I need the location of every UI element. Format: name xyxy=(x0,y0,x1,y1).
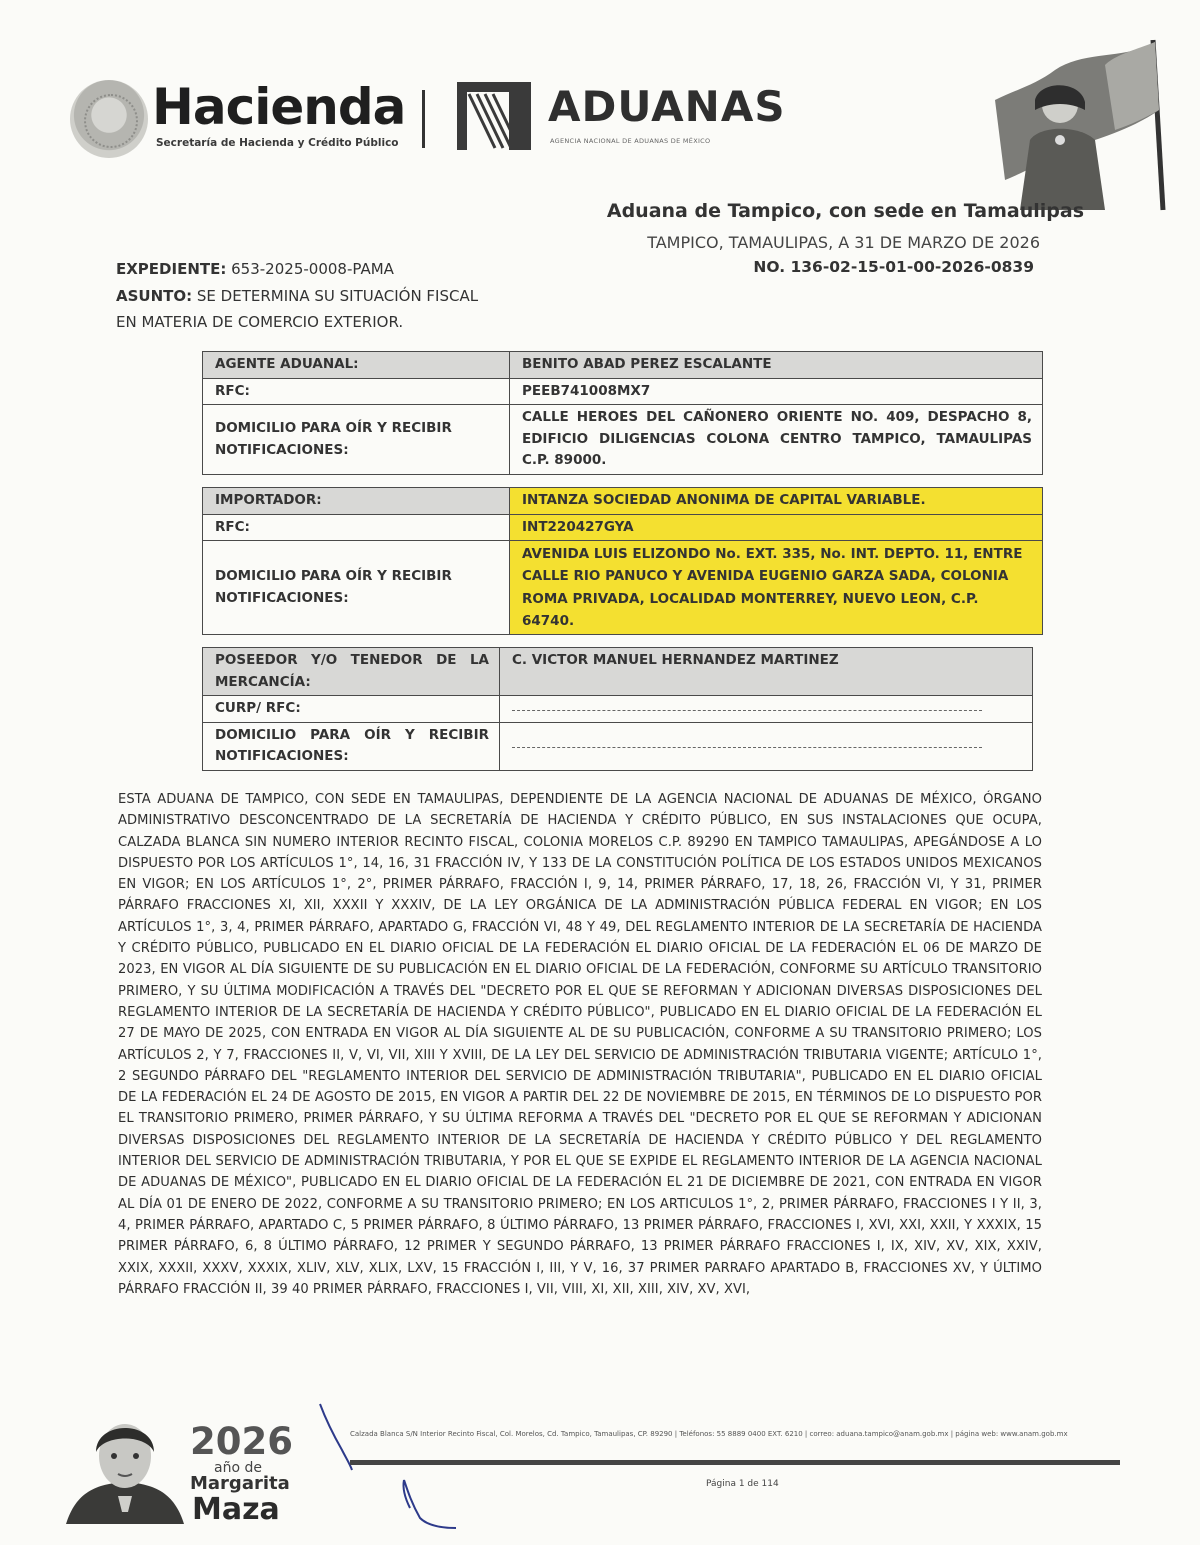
poseedor-curp-label: CURP/ RFC: xyxy=(203,696,500,723)
place-and-date: TAMPICO, TAMAULIPAS, A 31 DE MARZO DE 2026 xyxy=(647,233,1040,252)
table-row xyxy=(203,722,1033,770)
page-number: Página 1 de 114 xyxy=(706,1479,779,1489)
expediente-value: 653-2025-0008-PAMA xyxy=(226,260,394,278)
agente-aduanal-table xyxy=(202,351,1043,475)
importador-rfc-label: RFC: xyxy=(203,514,510,541)
mexico-seal-logo xyxy=(70,80,148,158)
poseedor-label: POSEEDOR Y/O TENEDOR DE LA MERCANCÍA: xyxy=(203,648,500,696)
importador-domicilio-label: DOMICILIO PARA OÍR Y RECIBIR NOTIFICACIONES: xyxy=(203,541,510,635)
importador-label: IMPORTADOR: xyxy=(203,488,510,515)
importador-value: INTANZA SOCIEDAD ANONIMA DE CAPITAL VARIABLE. xyxy=(510,488,1043,515)
agente-rfc-value: PEEB741008MX7 xyxy=(510,378,1043,405)
year-logo-subtitle: año de xyxy=(214,1460,262,1476)
aduanas-logo-icon xyxy=(455,80,533,152)
year-logo-surname: Maza xyxy=(192,1492,280,1527)
table-row xyxy=(203,648,1033,696)
aduanas-logo-text: ADUANAS xyxy=(548,82,786,131)
asunto-label: ASUNTO: xyxy=(116,287,193,305)
table-row xyxy=(203,378,1043,405)
asunto-line xyxy=(116,287,478,305)
agente-domicilio-label: DOMICILIO PARA OÍR Y RECIBIR NOTIFICACIONES: xyxy=(203,405,510,475)
hacienda-logo-text: Hacienda xyxy=(152,78,406,136)
blank-dashes xyxy=(512,706,982,711)
importador-domicilio-value: AVENIDA LUIS ELIZONDO No. EXT. 335, No. INT. DEPTO. 11, ENTRE CALLE RIO PANUCO Y AVENIDA EUGENIO GARZA SADA, COLONIA ROMA PRIVADA, LOCALIDAD MONTERREY, NUEVO LEON, C.P. 64740. xyxy=(510,541,1043,635)
body-paragraph: ESTA ADUANA DE TAMPICO, CON SEDE EN TAMAULIPAS, DEPENDIENTE DE LA AGENCIA NACIONAL DE ADUANAS DE MÉXICO, ÓRGANO ADMINISTRATIVO DESCONCENTRADO DE LA SECRETARÍA DE HACIENDA Y CRÉDITO PÚBLICO, EN SUS INSTALACIONES QUE OCUPA, CALZADA BLANCA SIN NUMERO INTERIOR RECINTO FISCAL, COLONIA MORELOS C.P. 89290 EN TAMPICO TAMAULIPAS, APEGÁNDOSE A LO DISPUESTO POR LOS ARTÍCULOS 1°, 14, 16, 31 FRACCIÓN IV, Y 133 DE LA CONSTITUCIÓN POLÍTICA DE LOS ESTADOS UNIDOS MEXICANOS EN VIGOR; EN LOS ARTÍCULOS 1°, 2°, PRIMER PÁRRAFO, FRACCIÓN I, 9, 14, PRIMER PÁRRAFO, 17, 18, 26, FRACCIÓN VI, Y 31, PRIMER PÁRRAFO FRACCIONES XI, XII, XXXII Y XXXIV, DE LA LEY ORGÁNICA DE LA ADMINISTRACIÓN PÚBLICA FEDERAL EN VIGOR; EN LOS ARTÍCULOS 1°, 3, 4, PRIMER PÁRRAFO, APARTADO G, FRACCIÓN VI, 48 Y 49, DEL REGLAMENTO INTERIOR DE LA SECRETARÍA DE HACIENDA Y CRÉDITO PÚBLICO, PUBLICADO EN EL DIARIO OFICIAL DE LA FEDERACIÓN EL DIARIO OFICIAL DE LA FEDERACIÓN EL 06 DE MARZO DE 2023, EN VIGOR AL DÍA SIGUIENTE DE SU PUBLICACIÓN EN EL DIARIO OFICIAL DE LA FEDERACIÓN, CONFORME SU ARTÍCULO TRANSITORIO PRIMERO, Y SU ÚLTIMA MODIFICACIÓN A TRAVÉS DEL "DECRETO POR EL QUE SE REFORMAN Y ADICIONAN DIVERSAS DISPOSICIONES DEL REGLAMENTO INTERIOR DE LA SECRETARÍA DE HACIENDA Y CRÉDITO PÚBLICO", PUBLICADO EN EL DIARIO OFICIAL DE LA FEDERACIÓN EL 27 DE MAYO DE 2025, CON ENTRADA EN VIGOR AL DÍA SIGUIENTE AL DE SU PUBLICACIÓN, CONFORME A SU TRANSITORIO PRIMERO; LOS ARTÍCULOS 2, Y 7, FRACCIONES II, V, VI, VII, XIII Y XVIII, DE LA LEY DEL SERVICIO DE ADMINISTRACIÓN TRIBUTARIA VIGENTE; ARTÍCULO 1°, 2 SEGUNDO PÁRRAFO DEL "REGLAMENTO INTERIOR DEL SERVICIO DE ADMINISTRACIÓN TRIBUTARIA", PUBLICADO EN EL DIARIO OFICIAL DE LA FEDERACIÓN EL 24 DE AGOSTO DE 2015, EN VIGOR A PARTIR DEL 22 DE NOVIEMBRE DE 2015, EN TÉRMINOS DE LO DISPUESTO POR EL TRANSITORIO PRIMERO, PRIMER PÁRRAFO, Y SU ÚLTIMA REFORMA A TRAVÉS DEL "DECRETO POR EL QUE SE REFORMAN Y ADICIONAN DIVERSAS DISPOSICIONES DEL REGLAMENTO INTERIOR DE LA SECRETARÍA DE HACIENDA Y CRÉDITO PÚBLICO Y DEL REGLAMENTO INTERIOR DEL SERVICIO DE ADMINISTRACIÓN TRIBUTARIA, Y POR EL QUE SE EXPIDE EL REGLAMENTO INTERIOR DE LA AGENCIA NACIONAL DE ADUANAS DE MÉXICO", PUBLICADO EN EL DIARIO OFICIAL DE LA FEDERACIÓN EL 21 DE DICIEMBRE DE 2021, CON ENTRADA EN VIGOR AL DÍA 01 DE ENERO DE 2022, CONFORME A SU TRANSITORIO PRIMERO; EN LOS ARTICULOS 1°, 2, PRIMER PÁRRAFO, FRACCIONES I Y II, 3, 4, PRIMER PÁRRAFO, APARTADO C, 5 PRIMER PÁRRAFO, 8 ÚLTIMO PÁRRAFO, 13 PRIMER PÁRRAFO, FRACCIONES I, XVI, XXI, XXII, Y XXXIX, 15 PRIMER PÁRRAFO, 6, 8 ÚLTIMO PÁRRAFO, 12 PRIMER Y SEGUNDO PÁRRAFO, 13 PRIMER PÁRRAFO FRACCIONES I, IX, XIV, XV, XIX, XXIV, XXIX, XXXII, XXXV, XXXIX, XLIV, XLV, XLIX, LXV, 15 FRACCIÓN I, III, Y V, 16, 37 PRIMER PARRAFO APARTADO B, FRACCIONES XV, Y ÚLTIMO PÁRRAFO FRACCIÓN II, 39 40 PRIMER PÁRRAFO, FRACCIONES I, VII, VIII, XI, XII, XIII, XIV, XV, XVI, xyxy=(118,792,1042,1297)
expediente-label: EXPEDIENTE: xyxy=(116,260,227,278)
office-name: Aduana de Tampico, con sede en Tamaulipas xyxy=(606,200,1084,222)
asunto-value: SE DETERMINA SU SITUACIÓN FISCAL xyxy=(192,287,479,305)
agente-domicilio-value: CALLE HEROES DEL CAÑONERO ORIENTE NO. 409, DESPACHO 8, EDIFICIO DILIGENCIAS COLONA CENTRO TAMPICO, TAMAULIPAS C.P. 89000. xyxy=(510,405,1043,475)
importador-table xyxy=(202,487,1043,635)
flag-portrait-image xyxy=(985,30,1185,215)
expediente-line xyxy=(116,260,394,278)
logo-divider xyxy=(422,90,425,148)
poseedor-curp-value xyxy=(500,696,1033,723)
footer-divider xyxy=(350,1460,1120,1465)
asunto-line-2: EN MATERIA DE COMERCIO EXTERIOR. xyxy=(116,313,404,331)
signature-stroke xyxy=(316,1400,476,1530)
agente-rfc-label: RFC: xyxy=(203,378,510,405)
agente-value: BENITO ABAD PEREZ ESCALANTE xyxy=(510,352,1043,379)
table-row xyxy=(203,541,1043,635)
poseedor-value: C. VICTOR MANUEL HERNANDEZ MARTINEZ xyxy=(500,648,1033,696)
year-logo: 2026 xyxy=(190,1420,293,1463)
hacienda-subtitle: Secretaría de Hacienda y Crédito Público xyxy=(156,137,399,149)
table-row xyxy=(203,488,1043,515)
poseedor-domicilio-value xyxy=(500,722,1033,770)
aduanas-subtitle: AGENCIA NACIONAL DE ADUANAS DE MÉXICO xyxy=(550,137,711,145)
poseedor-table xyxy=(202,647,1033,771)
year-logo-name: Margarita xyxy=(190,1473,290,1494)
table-row xyxy=(203,405,1043,475)
poseedor-domicilio-label: DOMICILIO PARA OÍR Y RECIBIR NOTIFICACIONES: xyxy=(203,722,500,770)
table-row xyxy=(203,352,1043,379)
agente-label: AGENTE ADUANAL: xyxy=(203,352,510,379)
blank-dashes xyxy=(512,743,982,748)
table-row xyxy=(203,696,1033,723)
document-number: NO. 136-02-15-01-00-2026-0839 xyxy=(753,258,1034,276)
table-row xyxy=(203,514,1043,541)
margarita-maza-portrait-image xyxy=(66,1412,184,1524)
footer-address: Calzada Blanca S/N Interior Recinto Fiscal, Col. Morelos, Cd. Tampico, Tamaulipas, CP. 89290 | Teléfonos: 55 8889 0400 EXT. 6210 | correo: aduana.tampico@anam.gob.mx | página web: www.anam.gob.mx xyxy=(350,1430,1068,1438)
importador-rfc-value: INT220427GYA xyxy=(510,514,1043,541)
